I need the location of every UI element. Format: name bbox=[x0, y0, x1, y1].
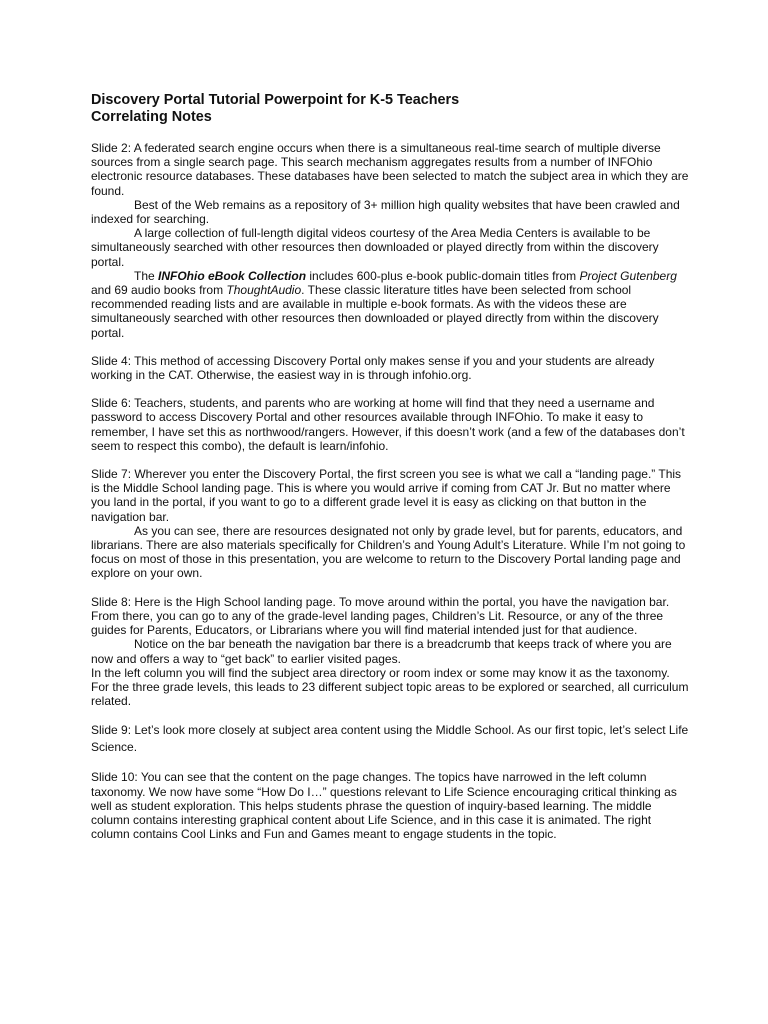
slide-10-notes bbox=[91, 770, 691, 841]
slide-8-paragraph-3: In the left column you will find the subject area directory or room index or some may know it as the taxonomy. For the three grade levels, this leads to 23 different subject topic areas to be explored or searched, all curriculum related. bbox=[91, 665, 689, 709]
slide-4-paragraph: Slide 4: This method of accessing Discovery Portal only makes sense if you and your students are already working in the CAT. Otherwise, the easiest way in is through infohio.org. bbox=[91, 353, 655, 383]
slide-2-paragraph-4 bbox=[91, 269, 691, 340]
slide-2-paragraph-2: Best of the Web remains as a repository of 3+ million high quality websites that have been crawled and indexed for searching. bbox=[91, 197, 680, 227]
document-body bbox=[91, 92, 691, 855]
slide-7-paragraph-2: As you can see, there are resources designated not only by grade level, but for parents, educators, and librarians. There are also materials specifically for Children’s and Young Adult’s Literature. While I’m not going to focus on most of those in this presentation, you are welcome to return to the Discovery Portal landing page and explore on your own. bbox=[91, 523, 686, 581]
slide-7-paragraph-1: Slide 7: Wherever you enter the Discovery Portal, the first screen you see is what we call a “landing page.” This is the Middle School landing page. This is where you would arrive if coming from CAT Jr. But no matter where you land in the portal, if you want to go to a different grade level it is easy as clicking on that button in the navigation bar. bbox=[91, 467, 682, 524]
text-run: includes 600-plus e-book public-domain titles from bbox=[306, 268, 580, 283]
slide-4-notes bbox=[91, 354, 691, 382]
slide-10-paragraph: Slide 10: You can see that the content on the page changes. The topics have narrowed in the left column taxonomy. We now have some “How Do I…” questions relevant to Life Science encouraging critical thinking as well as student exploration. This helps students phrase the question of inquiry-based learning. The middle column contains interesting graphical content about Life Science, and in this case it is animated. The right column contains Cool Links and Fun and Games meant to engage students in the topic. bbox=[91, 770, 677, 842]
slide-9-paragraph: Slide 9: Let’s look more closely at subject area content using the Middle School. As our first topic, let’s select Life Science. bbox=[91, 723, 689, 755]
text-run: and 69 audio books from bbox=[91, 283, 227, 298]
title-line-2: Correlating Notes bbox=[91, 109, 212, 125]
document-title bbox=[91, 92, 691, 126]
project-gutenberg-name: Project Gutenberg bbox=[579, 268, 677, 283]
slide-6-paragraph: Slide 6: Teachers, students, and parents who are working at home will find that they need a username and password to access Discovery Portal and other resources available through INFOhio. To make it easy to remember, I have set this as northwood/rangers. However, if this doesn’t work (and a few of the databases don’t seem to respect this combo), the default is learn/infohio. bbox=[91, 396, 685, 453]
slide-2-paragraph-3: A large collection of full-length digital videos courtesy of the Area Media Centers is available to be simultaneously searched with other resources then downloaded or played directly from within the discovery portal. bbox=[91, 226, 659, 269]
slide-7-notes bbox=[91, 467, 691, 581]
title-line-1: Discovery Portal Tutorial Powerpoint for K-5 Teachers bbox=[91, 92, 460, 108]
slide-8-paragraph-2: Notice on the bar beneath the navigation bar there is a breadcrumb that keeps track of where you are now and offers a way to “get back” to earlier visited pages. bbox=[91, 637, 672, 666]
slide-2-notes bbox=[91, 141, 691, 340]
ebook-collection-name: INFOhio eBook Collection bbox=[158, 268, 307, 283]
slide-8-paragraph-1: Slide 8: Here is the High School landing page. To move around within the portal, you have the navigation bar. From there, you can go to any of the grade-level landing pages, Children’s Lit. Resource, or any of the three guides for Parents, Educators, or Librarians where you will find material intended just for that audience. bbox=[91, 594, 670, 638]
slide-8-notes bbox=[91, 595, 691, 709]
text-run: The bbox=[134, 268, 159, 283]
slide-9-notes bbox=[91, 722, 691, 756]
slide-2-paragraph-1: Slide 2: A federated search engine occurs when there is a simultaneous real-time search of multiple diverse sources from a single search page. This search mechanism aggregates results from a number of INFOhio electronic resource databases. These databases have been selected to match the subject area in which they are found. bbox=[91, 141, 689, 198]
text-run: . These classic literature titles have been selected from school recommended reading lists and are available in multiple e-book formats. As with the videos these are simultaneously searched with other resources then downloaded or played directly from within the discovery portal. bbox=[91, 283, 659, 340]
slide-6-notes bbox=[91, 396, 691, 453]
thoughtaudio-name: ThoughtAudio bbox=[226, 283, 302, 298]
